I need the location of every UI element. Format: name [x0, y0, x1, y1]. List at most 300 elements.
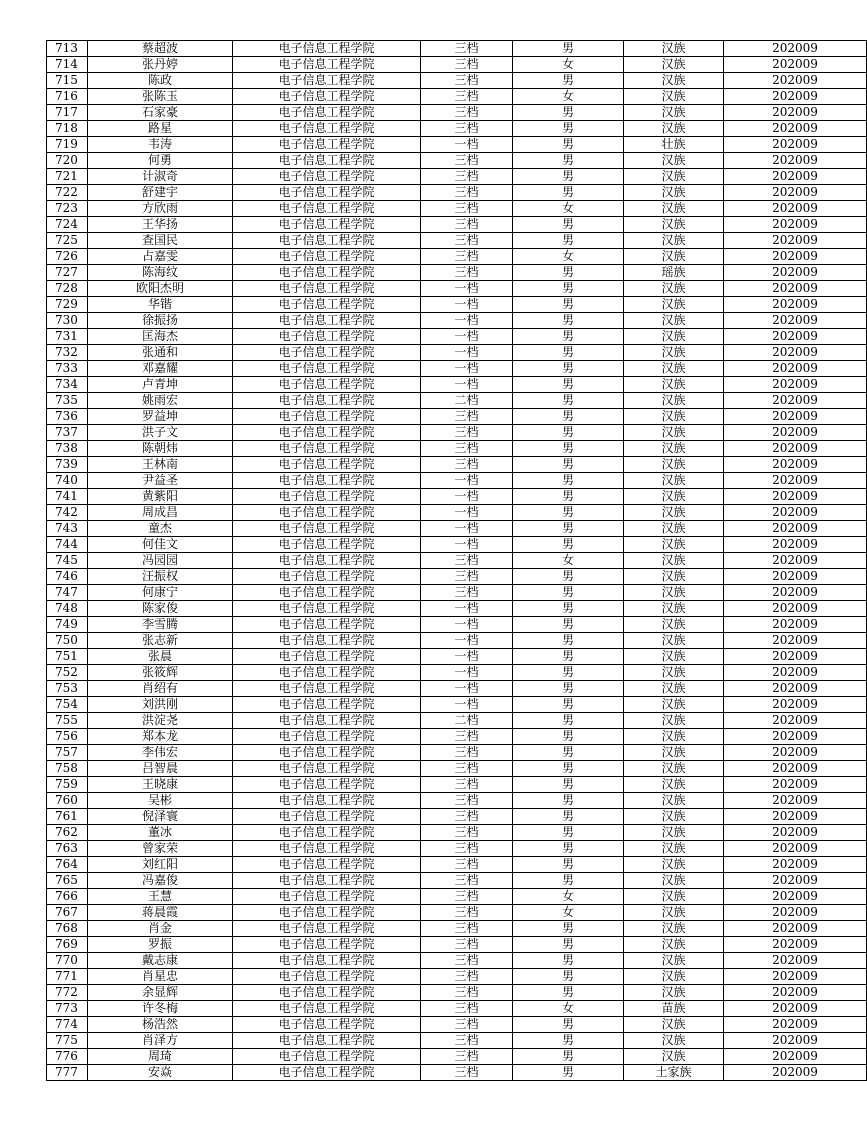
- year-cell: 202009: [724, 361, 867, 377]
- grade-cell: 一档: [421, 633, 513, 649]
- name-cell: 许冬梅: [88, 1001, 233, 1017]
- college-cell: 电子信息工程学院: [233, 697, 421, 713]
- grade-cell: 三档: [421, 761, 513, 777]
- table-row: [47, 409, 867, 425]
- ethnicity-cell: 汉族: [624, 761, 724, 777]
- row-number-cell: 759: [47, 777, 88, 793]
- name-cell: 华锴: [88, 297, 233, 313]
- row-number-cell: 721: [47, 169, 88, 185]
- college-cell: 电子信息工程学院: [233, 601, 421, 617]
- name-cell: 陈家俊: [88, 601, 233, 617]
- college-cell: 电子信息工程学院: [233, 1017, 421, 1033]
- name-cell: 童杰: [88, 521, 233, 537]
- ethnicity-cell: 汉族: [624, 1033, 724, 1049]
- grade-cell: 一档: [421, 649, 513, 665]
- year-cell: 202009: [724, 873, 867, 889]
- gender-cell: 男: [513, 985, 624, 1001]
- grade-cell: 三档: [421, 809, 513, 825]
- gender-cell: 男: [513, 297, 624, 313]
- table-row: [47, 425, 867, 441]
- name-cell: 何佳文: [88, 537, 233, 553]
- gender-cell: 男: [513, 393, 624, 409]
- grade-cell: 三档: [421, 873, 513, 889]
- name-cell: 路星: [88, 121, 233, 137]
- gender-cell: 男: [513, 713, 624, 729]
- ethnicity-cell: 汉族: [624, 1049, 724, 1065]
- table-row: [47, 441, 867, 457]
- name-cell: 邓嘉耀: [88, 361, 233, 377]
- row-number-cell: 734: [47, 377, 88, 393]
- gender-cell: 男: [513, 281, 624, 297]
- row-number-cell: 744: [47, 537, 88, 553]
- table-row: [47, 201, 867, 217]
- name-cell: 洪子文: [88, 425, 233, 441]
- grade-cell: 三档: [421, 553, 513, 569]
- table-row: [47, 617, 867, 633]
- row-number-cell: 731: [47, 329, 88, 345]
- row-number-cell: 748: [47, 601, 88, 617]
- row-number-cell: 757: [47, 745, 88, 761]
- college-cell: 电子信息工程学院: [233, 761, 421, 777]
- year-cell: 202009: [724, 57, 867, 73]
- ethnicity-cell: 汉族: [624, 969, 724, 985]
- table-row: [47, 521, 867, 537]
- name-cell: 查国民: [88, 233, 233, 249]
- ethnicity-cell: 汉族: [624, 857, 724, 873]
- table-row: [47, 185, 867, 201]
- college-cell: 电子信息工程学院: [233, 265, 421, 281]
- name-cell: 冯园园: [88, 553, 233, 569]
- gender-cell: 男: [513, 121, 624, 137]
- table-row: [47, 105, 867, 121]
- table-row: [47, 505, 867, 521]
- ethnicity-cell: 汉族: [624, 537, 724, 553]
- name-cell: 占嘉雯: [88, 249, 233, 265]
- year-cell: 202009: [724, 633, 867, 649]
- name-cell: 李伟宏: [88, 745, 233, 761]
- name-cell: 卢青坤: [88, 377, 233, 393]
- ethnicity-cell: 汉族: [624, 985, 724, 1001]
- table-row: [47, 217, 867, 233]
- year-cell: 202009: [724, 281, 867, 297]
- year-cell: 202009: [724, 1049, 867, 1065]
- grade-cell: 三档: [421, 153, 513, 169]
- row-number-cell: 771: [47, 969, 88, 985]
- gender-cell: 男: [513, 217, 624, 233]
- college-cell: 电子信息工程学院: [233, 137, 421, 153]
- college-cell: 电子信息工程学院: [233, 409, 421, 425]
- college-cell: 电子信息工程学院: [233, 505, 421, 521]
- table-row: [47, 281, 867, 297]
- gender-cell: 女: [513, 905, 624, 921]
- year-cell: 202009: [724, 745, 867, 761]
- gender-cell: 男: [513, 793, 624, 809]
- name-cell: 何勇: [88, 153, 233, 169]
- table-row: [47, 1033, 867, 1049]
- grade-cell: 三档: [421, 585, 513, 601]
- name-cell: 黄紫阳: [88, 489, 233, 505]
- grade-cell: 三档: [421, 841, 513, 857]
- table-row: [47, 713, 867, 729]
- gender-cell: 男: [513, 697, 624, 713]
- row-number-cell: 753: [47, 681, 88, 697]
- row-number-cell: 770: [47, 953, 88, 969]
- gender-cell: 男: [513, 825, 624, 841]
- row-number-cell: 768: [47, 921, 88, 937]
- table-row: [47, 489, 867, 505]
- gender-cell: 男: [513, 777, 624, 793]
- name-cell: 倪泽寰: [88, 809, 233, 825]
- row-number-cell: 742: [47, 505, 88, 521]
- table-row: [47, 601, 867, 617]
- college-cell: 电子信息工程学院: [233, 841, 421, 857]
- row-number-cell: 726: [47, 249, 88, 265]
- gender-cell: 女: [513, 553, 624, 569]
- name-cell: 张筱辉: [88, 665, 233, 681]
- year-cell: 202009: [724, 809, 867, 825]
- table-row: [47, 777, 867, 793]
- ethnicity-cell: 土家族: [624, 1065, 724, 1081]
- gender-cell: 男: [513, 921, 624, 937]
- grade-cell: 一档: [421, 329, 513, 345]
- year-cell: 202009: [724, 825, 867, 841]
- college-cell: 电子信息工程学院: [233, 905, 421, 921]
- gender-cell: 男: [513, 537, 624, 553]
- name-cell: 张晨: [88, 649, 233, 665]
- table-row: [47, 89, 867, 105]
- name-cell: 刘洪刚: [88, 697, 233, 713]
- ethnicity-cell: 汉族: [624, 633, 724, 649]
- name-cell: 张陈玉: [88, 89, 233, 105]
- gender-cell: 男: [513, 521, 624, 537]
- year-cell: 202009: [724, 89, 867, 105]
- table-row: [47, 313, 867, 329]
- year-cell: 202009: [724, 921, 867, 937]
- college-cell: 电子信息工程学院: [233, 585, 421, 601]
- year-cell: 202009: [724, 1017, 867, 1033]
- ethnicity-cell: 汉族: [624, 713, 724, 729]
- year-cell: 202009: [724, 457, 867, 473]
- year-cell: 202009: [724, 713, 867, 729]
- ethnicity-cell: 汉族: [624, 505, 724, 521]
- college-cell: 电子信息工程学院: [233, 873, 421, 889]
- ethnicity-cell: 汉族: [624, 729, 724, 745]
- ethnicity-cell: 汉族: [624, 889, 724, 905]
- row-number-cell: 755: [47, 713, 88, 729]
- year-cell: 202009: [724, 377, 867, 393]
- college-cell: 电子信息工程学院: [233, 969, 421, 985]
- grade-cell: 三档: [421, 857, 513, 873]
- year-cell: 202009: [724, 105, 867, 121]
- student-table: [46, 40, 867, 1081]
- year-cell: 202009: [724, 841, 867, 857]
- gender-cell: 男: [513, 361, 624, 377]
- name-cell: 董冰: [88, 825, 233, 841]
- table-row: [47, 297, 867, 313]
- grade-cell: 三档: [421, 57, 513, 73]
- grade-cell: 三档: [421, 41, 513, 57]
- year-cell: 202009: [724, 313, 867, 329]
- name-cell: 陈朝炜: [88, 441, 233, 457]
- grade-cell: 三档: [421, 921, 513, 937]
- grade-cell: 一档: [421, 473, 513, 489]
- college-cell: 电子信息工程学院: [233, 1033, 421, 1049]
- ethnicity-cell: 瑶族: [624, 265, 724, 281]
- name-cell: 杨浩然: [88, 1017, 233, 1033]
- gender-cell: 男: [513, 313, 624, 329]
- row-number-cell: 772: [47, 985, 88, 1001]
- gender-cell: 女: [513, 889, 624, 905]
- college-cell: 电子信息工程学院: [233, 217, 421, 233]
- ethnicity-cell: 汉族: [624, 521, 724, 537]
- year-cell: 202009: [724, 153, 867, 169]
- year-cell: 202009: [724, 393, 867, 409]
- gender-cell: 男: [513, 265, 624, 281]
- name-cell: 李雪腾: [88, 617, 233, 633]
- college-cell: 电子信息工程学院: [233, 41, 421, 57]
- gender-cell: 男: [513, 857, 624, 873]
- row-number-cell: 764: [47, 857, 88, 873]
- table-row: [47, 761, 867, 777]
- year-cell: 202009: [724, 489, 867, 505]
- ethnicity-cell: 汉族: [624, 425, 724, 441]
- row-number-cell: 740: [47, 473, 88, 489]
- college-cell: 电子信息工程学院: [233, 617, 421, 633]
- name-cell: 韦涛: [88, 137, 233, 153]
- college-cell: 电子信息工程学院: [233, 553, 421, 569]
- table-row: [47, 921, 867, 937]
- ethnicity-cell: 汉族: [624, 249, 724, 265]
- table-row: [47, 873, 867, 889]
- row-number-cell: 746: [47, 569, 88, 585]
- college-cell: 电子信息工程学院: [233, 953, 421, 969]
- name-cell: 王林南: [88, 457, 233, 473]
- name-cell: 石家豪: [88, 105, 233, 121]
- name-cell: 计淑奇: [88, 169, 233, 185]
- name-cell: 徐振扬: [88, 313, 233, 329]
- grade-cell: 三档: [421, 121, 513, 137]
- college-cell: 电子信息工程学院: [233, 777, 421, 793]
- college-cell: 电子信息工程学院: [233, 297, 421, 313]
- year-cell: 202009: [724, 617, 867, 633]
- grade-cell: 三档: [421, 1065, 513, 1081]
- ethnicity-cell: 汉族: [624, 777, 724, 793]
- name-cell: 罗振: [88, 937, 233, 953]
- name-cell: 肖星忠: [88, 969, 233, 985]
- college-cell: 电子信息工程学院: [233, 345, 421, 361]
- grade-cell: 三档: [421, 265, 513, 281]
- row-number-cell: 776: [47, 1049, 88, 1065]
- ethnicity-cell: 汉族: [624, 329, 724, 345]
- table-row: [47, 169, 867, 185]
- gender-cell: 男: [513, 489, 624, 505]
- name-cell: 罗益坤: [88, 409, 233, 425]
- ethnicity-cell: 汉族: [624, 905, 724, 921]
- grade-cell: 三档: [421, 89, 513, 105]
- ethnicity-cell: 汉族: [624, 697, 724, 713]
- year-cell: 202009: [724, 505, 867, 521]
- year-cell: 202009: [724, 441, 867, 457]
- year-cell: 202009: [724, 217, 867, 233]
- ethnicity-cell: 汉族: [624, 89, 724, 105]
- year-cell: 202009: [724, 169, 867, 185]
- table-row: [47, 969, 867, 985]
- gender-cell: 男: [513, 649, 624, 665]
- row-number-cell: 767: [47, 905, 88, 921]
- gender-cell: 男: [513, 473, 624, 489]
- row-number-cell: 766: [47, 889, 88, 905]
- college-cell: 电子信息工程学院: [233, 729, 421, 745]
- ethnicity-cell: 汉族: [624, 681, 724, 697]
- table-row: [47, 553, 867, 569]
- grade-cell: 一档: [421, 601, 513, 617]
- grade-cell: 一档: [421, 665, 513, 681]
- gender-cell: 男: [513, 73, 624, 89]
- name-cell: 周成昌: [88, 505, 233, 521]
- year-cell: 202009: [724, 265, 867, 281]
- row-number-cell: 717: [47, 105, 88, 121]
- table-row: [47, 953, 867, 969]
- table-row: [47, 825, 867, 841]
- row-number-cell: 714: [47, 57, 88, 73]
- ethnicity-cell: 汉族: [624, 553, 724, 569]
- ethnicity-cell: 汉族: [624, 57, 724, 73]
- year-cell: 202009: [724, 569, 867, 585]
- table-row: [47, 745, 867, 761]
- ethnicity-cell: 汉族: [624, 153, 724, 169]
- table-row: [47, 889, 867, 905]
- year-cell: 202009: [724, 121, 867, 137]
- grade-cell: 三档: [421, 745, 513, 761]
- year-cell: 202009: [724, 73, 867, 89]
- table-row: [47, 57, 867, 73]
- name-cell: 洪淀尧: [88, 713, 233, 729]
- row-number-cell: 732: [47, 345, 88, 361]
- ethnicity-cell: 汉族: [624, 185, 724, 201]
- gender-cell: 男: [513, 233, 624, 249]
- row-number-cell: 737: [47, 425, 88, 441]
- grade-cell: 一档: [421, 313, 513, 329]
- ethnicity-cell: 汉族: [624, 601, 724, 617]
- name-cell: 匡海杰: [88, 329, 233, 345]
- gender-cell: 男: [513, 873, 624, 889]
- year-cell: 202009: [724, 249, 867, 265]
- college-cell: 电子信息工程学院: [233, 809, 421, 825]
- table-row: [47, 233, 867, 249]
- ethnicity-cell: 汉族: [624, 617, 724, 633]
- college-cell: 电子信息工程学院: [233, 521, 421, 537]
- row-number-cell: 713: [47, 41, 88, 57]
- college-cell: 电子信息工程学院: [233, 457, 421, 473]
- ethnicity-cell: 汉族: [624, 73, 724, 89]
- college-cell: 电子信息工程学院: [233, 377, 421, 393]
- college-cell: 电子信息工程学院: [233, 441, 421, 457]
- ethnicity-cell: 汉族: [624, 377, 724, 393]
- grade-cell: 三档: [421, 905, 513, 921]
- table-row: [47, 1017, 867, 1033]
- ethnicity-cell: 汉族: [624, 953, 724, 969]
- row-number-cell: 752: [47, 665, 88, 681]
- gender-cell: 女: [513, 57, 624, 73]
- name-cell: 冯嘉俊: [88, 873, 233, 889]
- college-cell: 电子信息工程学院: [233, 633, 421, 649]
- table-row: [47, 73, 867, 89]
- ethnicity-cell: 汉族: [624, 921, 724, 937]
- college-cell: 电子信息工程学院: [233, 73, 421, 89]
- ethnicity-cell: 汉族: [624, 585, 724, 601]
- row-number-cell: 774: [47, 1017, 88, 1033]
- table-row: [47, 649, 867, 665]
- college-cell: 电子信息工程学院: [233, 185, 421, 201]
- ethnicity-cell: 汉族: [624, 457, 724, 473]
- ethnicity-cell: 壮族: [624, 137, 724, 153]
- name-cell: 王慧: [88, 889, 233, 905]
- gender-cell: 男: [513, 137, 624, 153]
- row-number-cell: 715: [47, 73, 88, 89]
- grade-cell: 一档: [421, 489, 513, 505]
- college-cell: 电子信息工程学院: [233, 745, 421, 761]
- gender-cell: 女: [513, 201, 624, 217]
- name-cell: 何康宁: [88, 585, 233, 601]
- grade-cell: 三档: [421, 777, 513, 793]
- gender-cell: 男: [513, 1033, 624, 1049]
- year-cell: 202009: [724, 553, 867, 569]
- name-cell: 姚雨宏: [88, 393, 233, 409]
- college-cell: 电子信息工程学院: [233, 889, 421, 905]
- table-row: [47, 137, 867, 153]
- row-number-cell: 738: [47, 441, 88, 457]
- grade-cell: 一档: [421, 505, 513, 521]
- ethnicity-cell: 汉族: [624, 313, 724, 329]
- grade-cell: 三档: [421, 793, 513, 809]
- college-cell: 电子信息工程学院: [233, 793, 421, 809]
- year-cell: 202009: [724, 425, 867, 441]
- table-row: [47, 361, 867, 377]
- ethnicity-cell: 汉族: [624, 41, 724, 57]
- college-cell: 电子信息工程学院: [233, 425, 421, 441]
- row-number-cell: 745: [47, 553, 88, 569]
- table-row: [47, 729, 867, 745]
- college-cell: 电子信息工程学院: [233, 985, 421, 1001]
- gender-cell: 男: [513, 633, 624, 649]
- table-row: [47, 153, 867, 169]
- year-cell: 202009: [724, 793, 867, 809]
- ethnicity-cell: 汉族: [624, 233, 724, 249]
- year-cell: 202009: [724, 681, 867, 697]
- row-number-cell: 763: [47, 841, 88, 857]
- grade-cell: 三档: [421, 233, 513, 249]
- college-cell: 电子信息工程学院: [233, 57, 421, 73]
- gender-cell: 男: [513, 41, 624, 57]
- grade-cell: 三档: [421, 1017, 513, 1033]
- gender-cell: 男: [513, 377, 624, 393]
- gender-cell: 男: [513, 169, 624, 185]
- grade-cell: 三档: [421, 105, 513, 121]
- year-cell: 202009: [724, 201, 867, 217]
- gender-cell: 男: [513, 681, 624, 697]
- ethnicity-cell: 汉族: [624, 105, 724, 121]
- year-cell: 202009: [724, 969, 867, 985]
- grade-cell: 三档: [421, 1001, 513, 1017]
- college-cell: 电子信息工程学院: [233, 681, 421, 697]
- table-row: [47, 121, 867, 137]
- gender-cell: 女: [513, 89, 624, 105]
- row-number-cell: 739: [47, 457, 88, 473]
- college-cell: 电子信息工程学院: [233, 393, 421, 409]
- ethnicity-cell: 汉族: [624, 937, 724, 953]
- grade-cell: 一档: [421, 345, 513, 361]
- year-cell: 202009: [724, 137, 867, 153]
